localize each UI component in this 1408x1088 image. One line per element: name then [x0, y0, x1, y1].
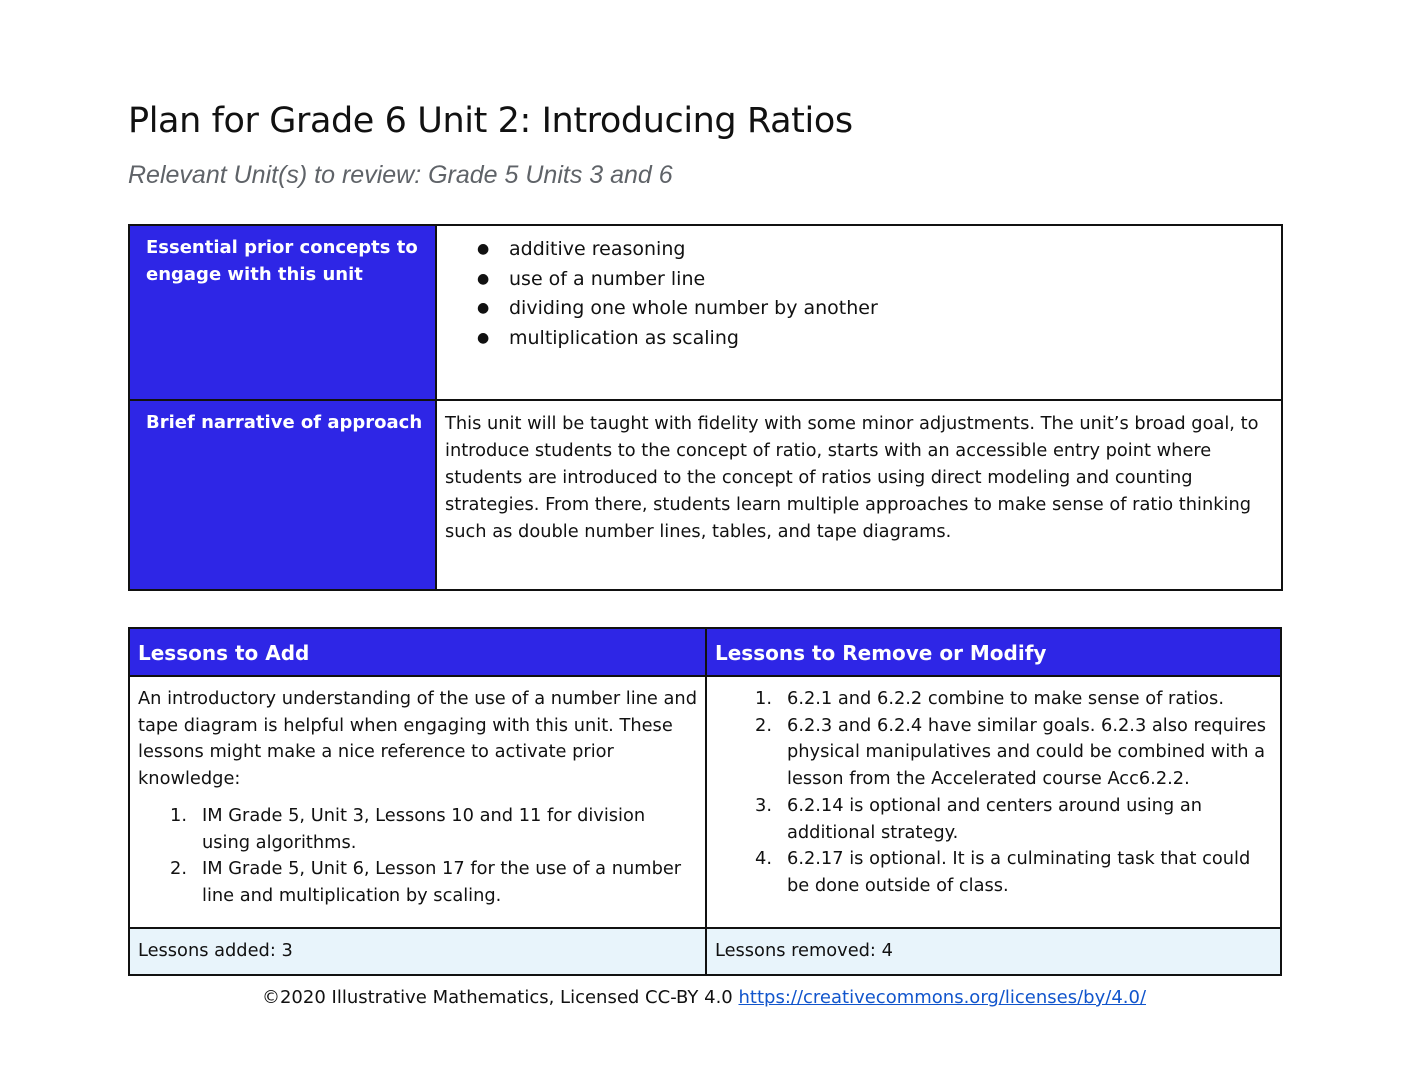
page-title: Plan for Grade 6 Unit 2: Introducing Ratios	[128, 101, 853, 141]
list-item	[715, 713, 1272, 793]
lessons-to-modify-header: Lessons to Remove or Modify	[706, 628, 1281, 676]
concept-item: ● additive reasoning	[445, 235, 1271, 265]
copyright-text: ©2020 Illustrative Mathematics, Licensed CC-BY 4.0	[261, 987, 733, 1008]
lessons-summary-row	[129, 928, 1281, 975]
add-intro-text: An introductory understanding of the use of a number line and tape diagram is helpful when engaging with this unit. These lessons might make a nice reference to activate prior knowledge:	[138, 688, 697, 790]
lessons-removed-summary: Lessons removed: 4	[706, 928, 1281, 975]
prior-concepts-list	[445, 235, 1271, 353]
list-item	[715, 686, 1272, 713]
list-item	[715, 793, 1272, 846]
lessons-to-add-cell	[129, 676, 706, 928]
list-number: 3.	[755, 794, 772, 816]
prior-concepts-label: Essential prior concepts to engage with this unit	[129, 225, 436, 400]
page-subtitle: Relevant Unit(s) to review: Grade 5 Units 3 and 6	[128, 161, 673, 189]
prior-concepts-table	[128, 224, 1283, 591]
narrative-cell	[436, 400, 1282, 590]
modify-lessons-list	[715, 686, 1272, 900]
list-number: 1.	[170, 804, 187, 826]
lessons-header-row	[129, 628, 1281, 676]
list-number: 4.	[755, 848, 772, 870]
list-number: 2.	[170, 858, 187, 880]
list-item-text: IM Grade 5, Unit 6, Lesson 17 for the use of a number line and multiplication by scaling.	[202, 858, 682, 906]
list-number: 1.	[755, 688, 772, 709]
concept-item: ● dividing one whole number by another	[445, 294, 1271, 324]
list-item-text: 6.2.1 and 6.2.2 combine to make sense of ratios.	[787, 688, 1224, 709]
lessons-added-summary: Lessons added: 3	[129, 928, 706, 975]
list-item-text: 6.2.3 and 6.2.4 have similar goals. 6.2.3 also requires physical manipulatives and could be combined with a lesson from the Accelerated course Acc6.2.2.	[787, 714, 1267, 790]
concept-item: ● use of a number line	[445, 265, 1271, 295]
concept-item: ● multiplication as scaling	[445, 324, 1271, 354]
lessons-to-modify-cell	[706, 676, 1281, 928]
prior-concepts-cell	[436, 225, 1282, 400]
page-footer	[0, 984, 1408, 1012]
list-item-text: IM Grade 5, Unit 3, Lessons 10 and 11 for division using algorithms.	[202, 804, 646, 853]
list-item	[138, 803, 697, 856]
list-item	[715, 846, 1272, 899]
list-number: 2.	[755, 714, 772, 736]
narrative-label: Brief narrative of approach	[129, 400, 436, 590]
list-item	[138, 856, 697, 909]
lessons-table	[128, 627, 1282, 976]
lessons-to-add-header: Lessons to Add	[129, 628, 706, 676]
add-lessons-list	[138, 803, 697, 910]
prior-concepts-row	[129, 225, 1282, 400]
lessons-body-row	[129, 676, 1281, 928]
list-item-text: 6.2.17 is optional. It is a culminating task that could be done outside of class.	[787, 848, 1251, 896]
narrative-text: This unit will be taught with fidelity with some minor adjustments. The unit’s broad goal, to introduce students to the concept of ratio, starts with an accessible entry point where students are introduced to the concept of ratios using direct modeling and counting strategies. From there, students learn multiple approaches to make sense of ratio thinking such as double number lines, tables, and tape diagrams.	[445, 413, 1259, 542]
list-item-text: 6.2.14 is optional and centers around using an additional strategy.	[787, 794, 1203, 843]
license-link[interactable]: https://creativecommons.org/licenses/by/4.0/	[738, 987, 1147, 1008]
narrative-row	[129, 400, 1282, 590]
